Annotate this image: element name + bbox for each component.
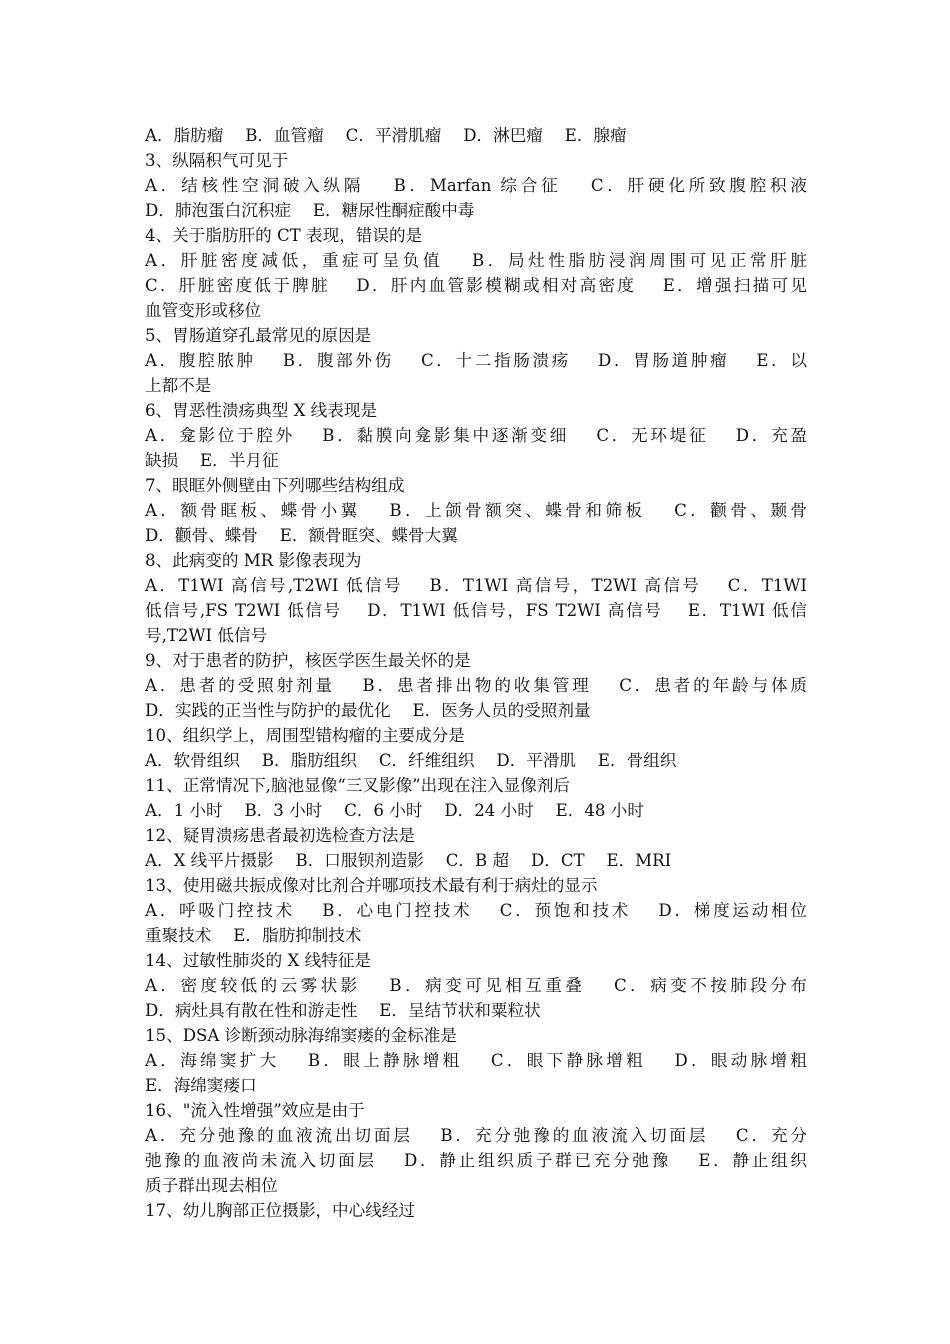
question-text: 11、正常情况下,脑池显像“三叉影像”出现在注入显像剂后 [145,776,571,795]
answer-options-line: A．腹腔脓肿 B．腹部外伤 C．十二指肠溃疡 D．胃肠道肿瘤 E．以 [145,351,807,370]
answer-options-line: A．软骨组织 B．脂肪组织 C．纤维组织 D．平滑肌 E．骨组织 [145,751,677,770]
question-text: 17、幼儿胸部正位摄影，中心线经过 [145,1201,416,1220]
answer-options-line: 上都不是 [145,376,212,395]
answer-options-line: 号,T2WI 低信号 [145,626,268,645]
answer-options-line: A．海绵窦扩大 B．眼上静脉增粗 C．眼下静脉增粗 D．眼动脉增粗 [145,1051,807,1070]
question-text: 8、此病变的 MR 影像表现为 [145,551,362,570]
answer-options-line: A．呼吸门控技术 B．心电门控技术 C．预饱和技术 D．梯度运动相位 [145,901,807,920]
answer-options-line: D．肺泡蛋白沉积症 E．糖尿性酮症酸中毒 [145,201,475,220]
question-text: 5、胃肠道穿孔最常见的原因是 [145,326,372,345]
answer-options-line: D．病灶具有散在性和游走性 E．呈结节状和粟粒状 [145,1001,541,1020]
question-text: 4、关于脂肪肝的 CT 表现，错误的是 [145,226,423,245]
answer-options-line: A．密度较低的云雾状影 B．病变可见相互重叠 C．病变不按肺段分布 [145,976,807,995]
answer-options-line: 弛豫的血液尚未流入切面层 D．静止组织质子群已充分弛豫 E．静止组织 [145,1151,807,1170]
answer-options-line: 缺损 E．半月征 [145,451,279,470]
question-text: 6、胃恶性溃疡典型 X 线表现是 [145,401,378,420]
answer-options-line: A．肝脏密度减低，重症可呈负值 B．局灶性脂肪浸润周围可见正常肝脏 [145,251,807,270]
answer-options-line: 血管变形或移位 [145,301,262,320]
question-text: 12、疑胃溃疡患者最初选检查方法是 [145,826,416,845]
question-text: 9、对于患者的防护，核医学医生最关怀的是 [145,651,471,670]
answer-options-line: A．1 小时 B．3 小时 C．6 小时 D．24 小时 E．48 小时 [145,801,644,820]
answer-options-line: A．充分弛豫的血液流出切面层 B．充分弛豫的血液流入切面层 C．充分 [145,1126,807,1145]
answer-options-line: A．额骨眶板、蝶骨小翼 B．上颌骨额突、蝶骨和筛板 C．颧骨、颞骨 [145,501,807,520]
answer-options-line: 重聚技术 E．脂肪抑制技术 [145,926,362,945]
answer-options-line: D．实践的正当性与防护的最优化 E．医务人员的受照剂量 [145,701,591,720]
answer-options-line: A．龛影位于腔外 B．黏膜向龛影集中逐渐变细 C．无环堤征 D．充盈 [145,426,807,445]
question-text: 16、"流入性增强”效应是由于 [145,1101,365,1120]
question-text: 14、过敏性肺炎的 X 线特征是 [145,951,372,970]
question-text: 3、纵隔积气可见于 [145,151,289,170]
question-text: 15、DSA 诊断颈动脉海绵窦瘘的金标准是 [145,1026,457,1045]
answer-options-line: A．T1WI 高信号,T2WI 低信号 B．T1WI 高信号，T2WI 高信号 C．T1WI [145,576,807,595]
answer-options-line: 低信号,FS T2WI 低信号 D．T1WI 低信号，FS T2WI 高信号 E．T1WI 低信 [145,601,807,620]
answer-options-line: E．海绵窦瘘口 [145,1076,257,1095]
answer-options-line: A．结核性空洞破入纵隔 B．Marfan 综合征 C．肝硬化所致腹腔积液 [145,176,808,195]
answer-options-line: A．患者的受照射剂量 B．患者排出物的收集管理 C．患者的年龄与体质 [145,676,807,695]
answer-options-line: A．X 线平片摄影 B．口服钡剂造影 C．B 超 D．CT E．MRI [145,851,672,870]
answer-options-line: A．脂肪瘤 B．血管瘤 C．平滑肌瘤 D．淋巴瘤 E．腺瘤 [145,126,627,145]
question-text: 7、眼眶外侧壁由下列哪些结构组成 [145,476,405,495]
answer-options-line: D．颧骨、蝶骨 E．额骨眶突、蝶骨大翼 [145,526,458,545]
answer-options-line: 质子群出现去相位 [145,1176,278,1195]
document-body [145,123,807,1223]
answer-options-line: C．肝脏密度低于脾脏 D．肝内血管影模糊或相对高密度 E．增强扫描可见 [145,276,807,295]
question-text: 10、组织学上，周围型错构瘤的主要成分是 [145,726,465,745]
question-text: 13、使用磁共振成像对比剂合并哪项技术最有利于病灶的显示 [145,876,598,895]
